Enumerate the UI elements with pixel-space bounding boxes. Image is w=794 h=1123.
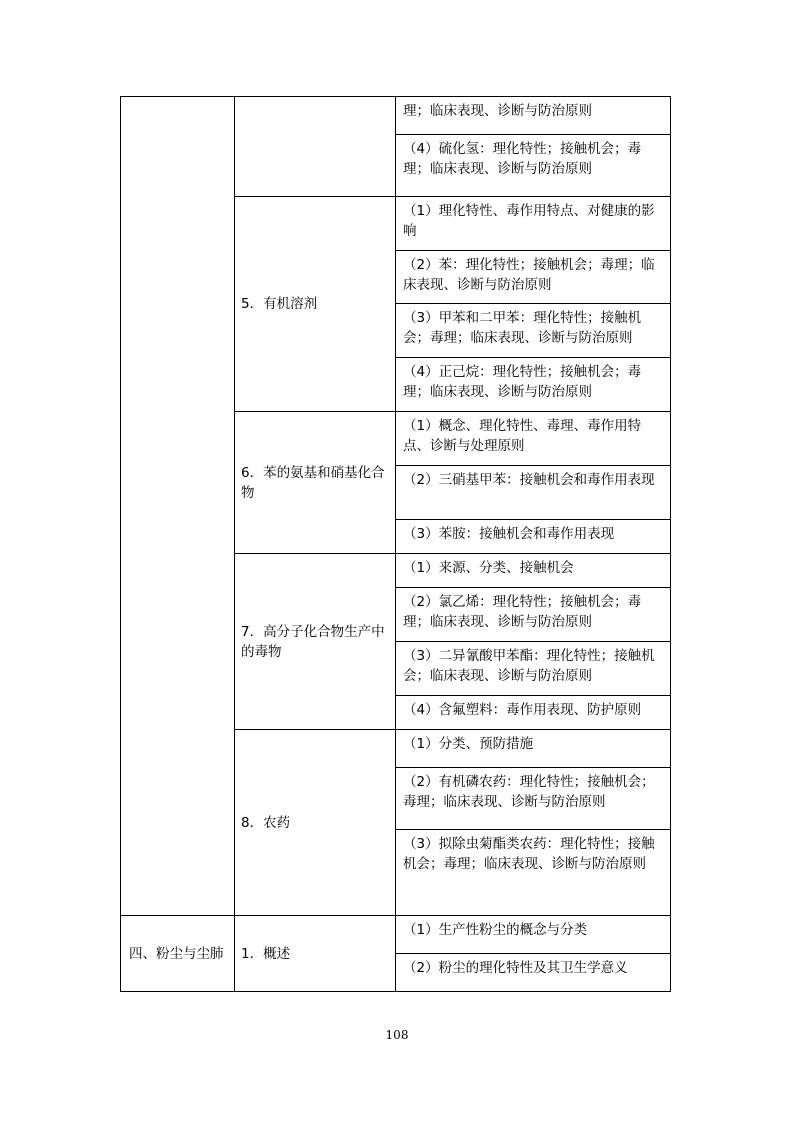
item-cell: （4）正己烷：理化特性；接触机会；毒理；临床表现、诊断与防治原则 [396, 358, 671, 412]
item-cell: （2）氯乙烯：理化特性；接触机会；毒理；临床表现、诊断与防治原则 [396, 588, 671, 642]
syllabus-table-body [121, 97, 671, 992]
subject-cell: 6．苯的氨基和硝基化合物 [235, 412, 396, 554]
item-cell: （2）三硝基甲苯：接触机会和毒作用表现 [396, 466, 671, 520]
subject-cell: 5．有机溶剂 [235, 197, 396, 412]
item-cell: （1）概念、理化特性、毒理、毒作用特点、诊断与处理原则 [396, 412, 671, 466]
item-cell: （1）来源、分类、接触机会 [396, 554, 671, 588]
page-number: 108 [385, 1028, 409, 1042]
item-cell: （2）苯：理化特性；接触机会；毒理；临床表现、诊断与防治原则 [396, 251, 671, 304]
item-cell: （3）苯胺：接触机会和毒作用表现 [396, 520, 671, 554]
item-cell: （3）拟除虫菊酯类农药：理化特性；接触机会；毒理；临床表现、诊断与防治原则 [396, 830, 671, 916]
item-cell: （1）生产性粉尘的概念与分类 [396, 916, 671, 954]
category-cell [121, 97, 235, 916]
item-cell: （4）含氟塑料：毒作用表现、防护原则 [396, 696, 671, 730]
item-cell: （1）理化特性、毒作用特点、对健康的影响 [396, 197, 671, 251]
subject-cell: 8．农药 [235, 730, 396, 916]
item-cell: （3）甲苯和二甲苯：理化特性；接触机会；毒理；临床表现、诊断与防治原则 [396, 304, 671, 358]
item-cell: （1）分类、预防措施 [396, 730, 671, 768]
subject-cell: 7．高分子化合物生产中的毒物 [235, 554, 396, 730]
item-cell: （2）有机磷农药：理化特性；接触机会；毒理；临床表现、诊断与防治原则 [396, 768, 671, 830]
item-cell: （2）粉尘的理化特性及其卫生学意义 [396, 954, 671, 992]
item-cell: 理；临床表现、诊断与防治原则 [396, 97, 671, 135]
subject-cell: 1．概述 [235, 916, 396, 992]
syllabus-table [120, 96, 671, 992]
item-cell: （4）硫化氢：理化特性；接触机会；毒理；临床表现、诊断与防治原则 [396, 135, 671, 197]
subject-cell [235, 97, 396, 197]
category-cell: 四、粉尘与尘肺 [121, 916, 235, 992]
item-cell: （3）二异氰酸甲苯酯：理化特性；接触机会；临床表现、诊断与防治原则 [396, 642, 671, 696]
